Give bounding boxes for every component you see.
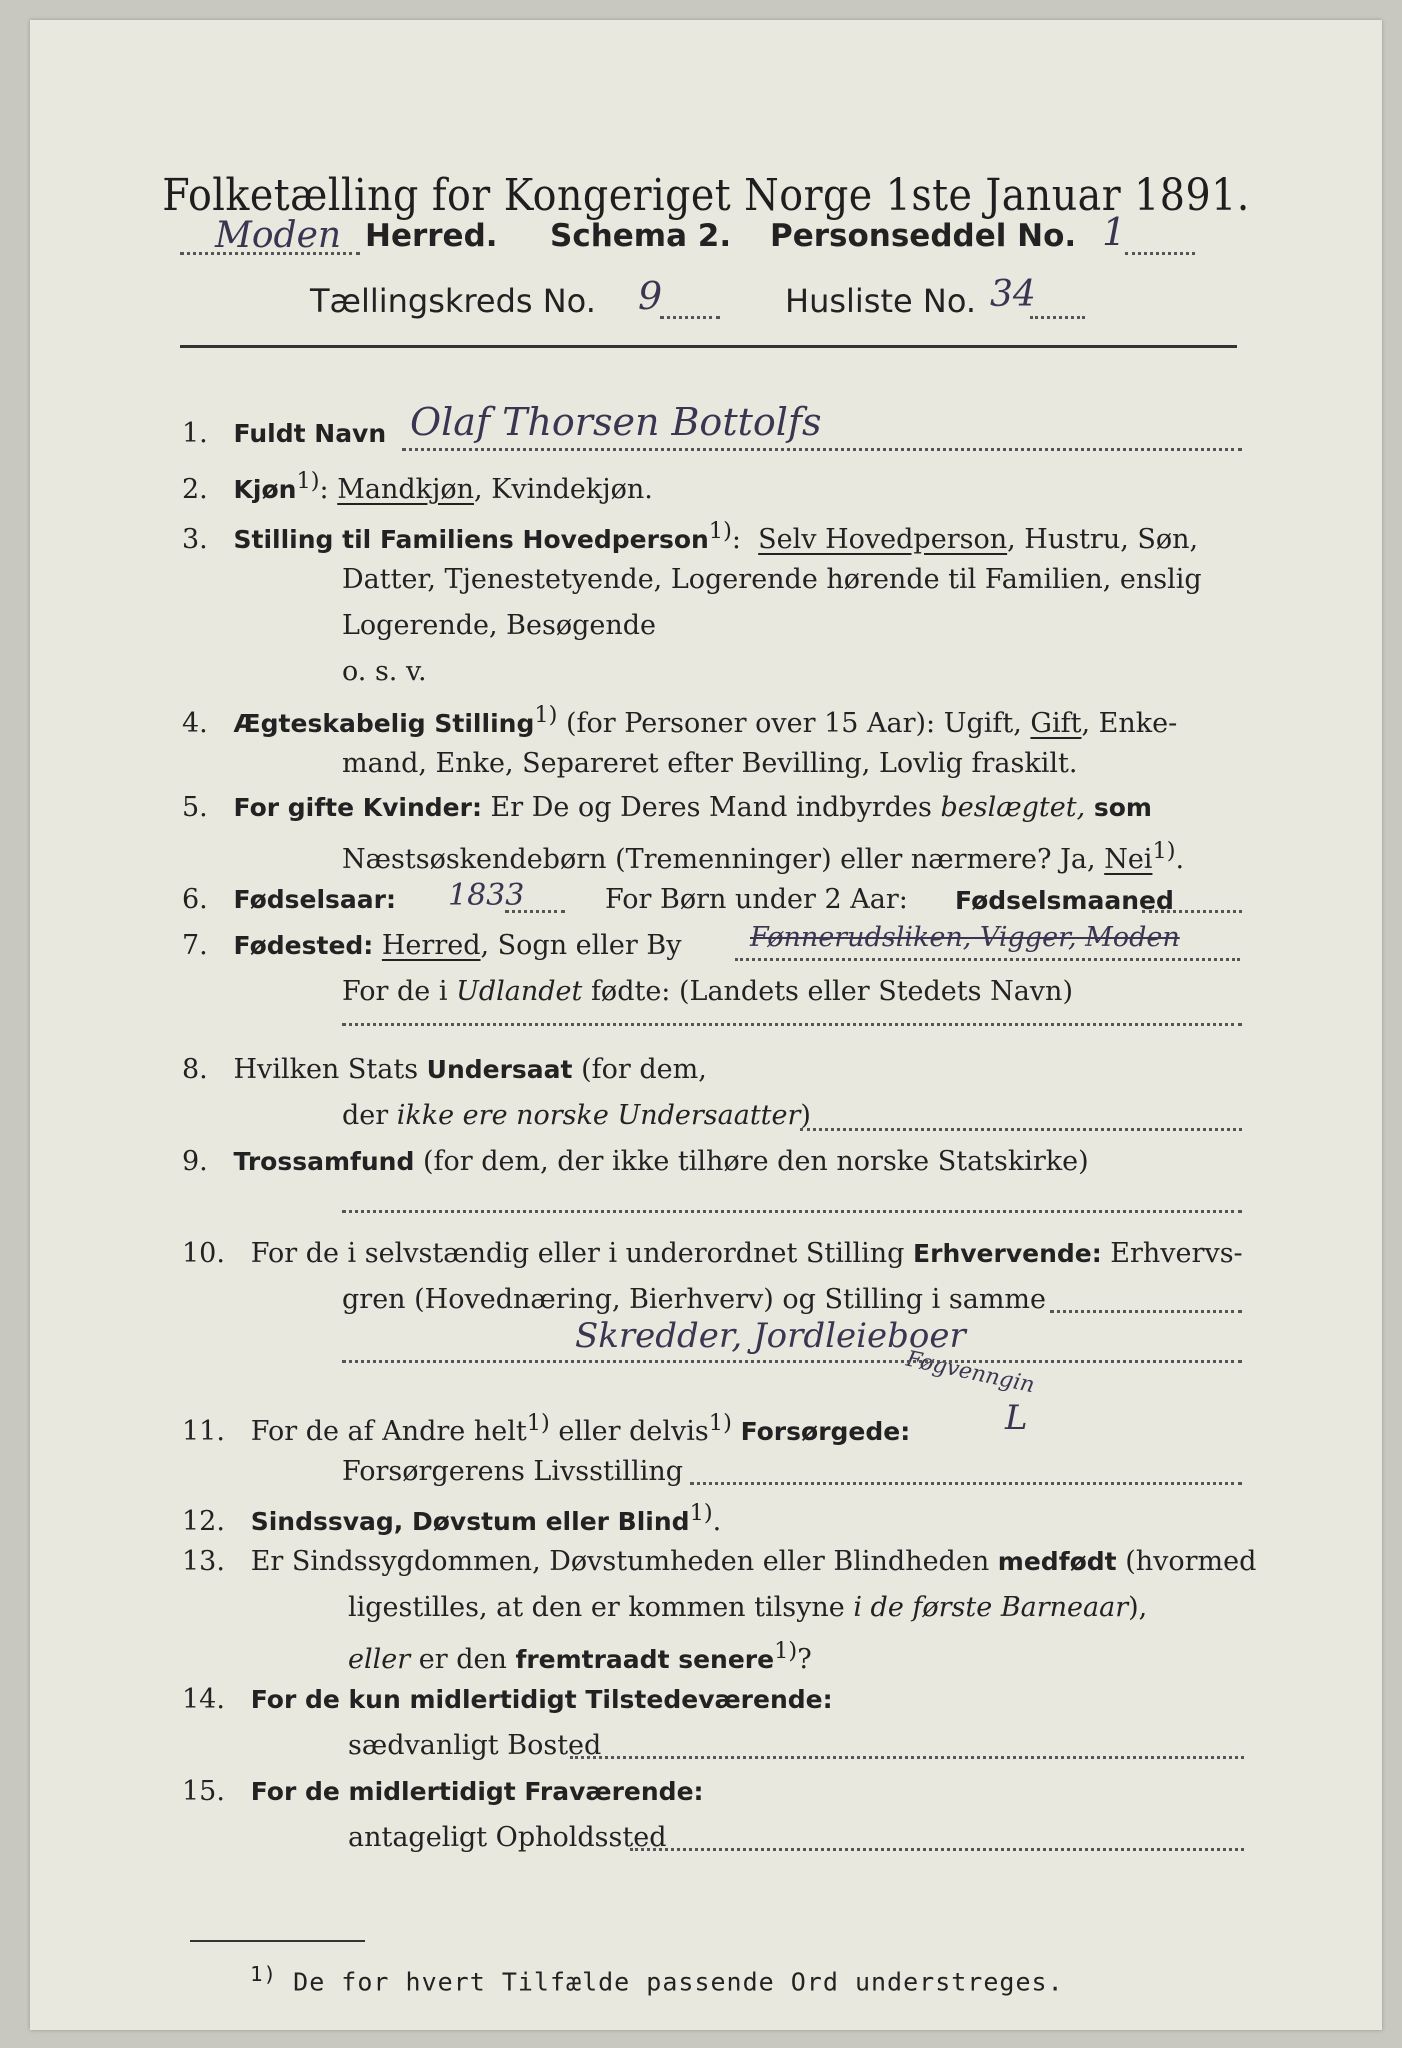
item-5-number: 5. (182, 792, 208, 823)
item-10-label: Erhvervende: (913, 1239, 1102, 1268)
kreds-number: 9 (638, 274, 663, 318)
occupation-dotted-line-2 (342, 1360, 1242, 1363)
personseddel-label: Personseddel No. (770, 218, 1077, 254)
kreds-dotted-line (660, 316, 720, 319)
item-7-text-a: , Sogn eller By (480, 930, 682, 961)
item-5-text-a: Er De og Deres Mand indbyrdes (481, 792, 941, 823)
item-7-line-2-italic: Udlandet (456, 976, 583, 1007)
foreign-birthplace-dotted-line (342, 1023, 1242, 1026)
item-15 (182, 1776, 704, 1807)
item-13-line-2-text: ligestilles, at den er kommen tilsyne (348, 1592, 854, 1623)
municipality-handwritten: Moden (215, 215, 342, 256)
item-12-sup: 1) (689, 1500, 713, 1526)
herred-label: Herred. (365, 218, 498, 254)
item-13-text-b: (hvormed (1116, 1546, 1257, 1577)
item-11-text-a: For de af Andre helt (250, 1416, 527, 1447)
item-3-number: 3. (182, 524, 208, 555)
item-2-option-mandkjon: Mandkjøn (337, 474, 475, 505)
item-14-number: 14. (182, 1684, 225, 1715)
item-4-text-b: , Enke- (1081, 708, 1178, 739)
item-5-line-2-end: . (1175, 844, 1185, 875)
item-4-number: 4. (182, 708, 208, 739)
item-10-text-a: For de i selvstændig eller i underordnet Stilling (250, 1238, 914, 1269)
item-7-option-herred: Herred (381, 930, 481, 961)
item-10-number: 10. (182, 1238, 225, 1269)
item-5 (182, 792, 1152, 823)
item-2-label: Kjøn (233, 475, 297, 504)
item-12-number: 12. (182, 1506, 225, 1537)
occupation-value: Skredder, Jordleieboer (575, 1316, 966, 1356)
item-6-number: 6. (182, 884, 208, 915)
birth-year-dotted-line (505, 910, 565, 913)
item-11-text-b: eller delvis (549, 1416, 709, 1447)
item-13-line-2-italic: i de første Barneaar (853, 1592, 1129, 1623)
item-1 (182, 418, 386, 449)
census-form-page (30, 20, 1382, 2030)
item-3-line-3: Logerende, Besøgende (342, 610, 656, 641)
item-3 (182, 518, 1198, 555)
item-13-text-a: Er Sindssygdommen, Døvstumheden eller Blindheden (250, 1546, 998, 1577)
item-11-line-2: Forsørgerens Livsstilling (342, 1456, 684, 1487)
husliste-number: 34 (990, 274, 1036, 315)
full-name-value: Olaf Thorsen Bottolfs (410, 400, 822, 444)
item-13-line-3-end: ? (797, 1644, 812, 1675)
schema-label: Schema 2. (550, 218, 732, 254)
item-4-line-2: mand, Enke, Separeret efter Bevilling, Lovlig fraskilt. (342, 748, 1078, 779)
birthplace-value: Fønnerudsliken, Vigger, Moden (750, 922, 1180, 953)
item-15-number: 15. (182, 1776, 225, 1807)
item-3-line-2: Datter, Tjenestetyende, Logerende hørende til Familien, enslig (342, 564, 1202, 595)
item-8-label: Undersaat (426, 1055, 573, 1084)
item-8-line-2-text: der (342, 1100, 397, 1131)
item-14-label: For de kun midlertidigt Tilstedeværende: (250, 1685, 833, 1714)
item-7-line-2-end: fødte: (Landets eller Stedets Navn) (582, 976, 1073, 1007)
item-7-line-2-text: For de i (342, 976, 457, 1007)
item-10 (182, 1238, 1243, 1269)
item-10-text-b: Erhvervs- (1101, 1238, 1243, 1269)
personseddel-number: 1 (1102, 210, 1127, 254)
item-11 (182, 1410, 910, 1447)
item-13-line-3-bold: fremtraadt senere (515, 1645, 775, 1674)
item-1-label: Fuldt Navn (233, 419, 387, 448)
husliste-dotted-line (1030, 316, 1085, 319)
abode-dotted-line (630, 1848, 1244, 1851)
item-2-text-a: : (319, 474, 329, 505)
item-15-label: For de midlertidigt Fraværende: (250, 1777, 704, 1806)
item-13-line-3-italic: eller (348, 1644, 411, 1675)
provider-dotted-line (690, 1482, 1242, 1485)
birth-month-dotted-line (1142, 910, 1242, 913)
item-9-number: 9. (182, 1146, 208, 1177)
item-3-label: Stilling til Familiens Hovedperson (233, 525, 709, 554)
kreds-label: Tællingskreds No. (310, 282, 596, 320)
item-13-label: medfødt (997, 1547, 1117, 1576)
occupation-dotted-line-1 (1050, 1310, 1242, 1313)
item-13-number: 13. (182, 1546, 225, 1577)
residence-dotted-line (570, 1756, 1244, 1759)
footnote (250, 1962, 1064, 1996)
item-14 (182, 1684, 833, 1715)
item-2-sup: 1) (296, 468, 320, 494)
item-10-line-2: gren (Hovednæring, Bierhverv) og Stilling i samme (342, 1284, 1047, 1315)
birth-year-value: 1833 (448, 878, 525, 913)
item-8-line-2-italic: ikke ere norske Undersaatter (396, 1100, 801, 1131)
item-7 (182, 930, 681, 961)
item-5-text-b: som (1085, 793, 1152, 822)
item-4-sup: 1) (534, 702, 558, 728)
personseddel-dotted-line (1125, 252, 1195, 255)
item-6-text: For Børn under 2 Aar: (605, 884, 908, 915)
item-4-option-gift: Gift (1030, 708, 1082, 739)
birthplace-dotted-line (735, 958, 1240, 961)
item-5-label: For gifte Kvinder: (233, 793, 482, 822)
item-5-line-2-text: Næstsøskendebørn (Tremenninger) eller nærmere? Ja, (342, 844, 1105, 875)
item-5-option-nei: Nei (1104, 844, 1153, 875)
form-title: Folketælling for Kongeriget Norge 1ste Januar 1891. (162, 170, 1250, 221)
item-3-text-b: , Hustru, Søn, (1007, 524, 1199, 555)
citizenship-dotted-line (800, 1128, 1242, 1131)
occupation-extra: Føgvenngin (903, 1346, 1037, 1399)
footnote-text: De for hvert Tilfælde passende Ord understreges. (293, 1967, 1064, 1997)
item-6 (182, 884, 396, 915)
item-12-end: . (712, 1506, 722, 1537)
item-2-text-b: , Kvindekjøn. (474, 474, 653, 505)
item-7-line-2 (342, 976, 1073, 1007)
husliste-label: Husliste No. (785, 282, 976, 320)
item-8-text-b: (for dem, (572, 1054, 707, 1085)
item-11-sup-1: 1) (526, 1410, 550, 1436)
item-12 (182, 1500, 721, 1537)
item-4 (182, 702, 1177, 739)
item-11-sup-2: 1) (708, 1410, 732, 1436)
item-5-sup: 1) (1152, 838, 1176, 864)
item-13-line-3-text: er den (410, 1644, 516, 1675)
item-3-sup: 1) (708, 518, 732, 544)
religion-dotted-line (342, 1210, 1242, 1213)
item-13-line-3 (348, 1638, 812, 1675)
item-8-text-a: Hvilken Stats (233, 1054, 427, 1085)
item-13 (182, 1546, 1256, 1577)
footnote-rule (190, 1940, 365, 1942)
item-7-label: Fødested: (233, 931, 374, 960)
item-8-line-2-end: ) (800, 1100, 811, 1131)
item-11-number: 11. (182, 1416, 225, 1447)
item-7-number: 7. (182, 930, 208, 961)
footnote-sup: 1) (250, 1962, 278, 1986)
item-8 (182, 1054, 707, 1085)
item-2-number: 2. (182, 474, 208, 505)
header-rule (180, 345, 1237, 348)
item-2 (182, 468, 653, 505)
item-9-text-a: (for dem, der ikke tilhøre den norske Statskirke) (414, 1146, 1089, 1177)
item-4-text-a: (for Personer over 15 Aar): Ugift, (557, 708, 1031, 739)
item-6-label-2: Fødselsmaaned (955, 886, 1174, 915)
item-5-line-2 (342, 838, 1184, 875)
item-14-line-2: sædvanligt Bosted (348, 1730, 602, 1761)
item-11-mark: L (1005, 1398, 1028, 1438)
item-13-sup: 1) (774, 1638, 798, 1664)
item-1-number: 1. (182, 418, 208, 449)
item-11-label: Forsørgede: (731, 1417, 911, 1446)
item-4-label: Ægteskabelig Stilling (233, 709, 535, 738)
item-13-line-2 (348, 1592, 1147, 1623)
item-3-text-a: : (731, 524, 741, 555)
item-3-option-selv: Selv Hovedperson (758, 524, 1008, 555)
item-9 (182, 1146, 1089, 1177)
full-name-dotted-line (402, 448, 1242, 451)
item-12-label: Sindssvag, Døvstum eller Blind (250, 1507, 690, 1536)
item-9-label: Trossamfund (233, 1147, 415, 1176)
item-8-number: 8. (182, 1054, 208, 1085)
item-5-italic: beslægtet, (940, 792, 1086, 823)
item-6-label: Fødselsaar: (233, 885, 397, 914)
item-13-line-2-end: ), (1128, 1592, 1148, 1623)
item-8-line-2 (342, 1100, 811, 1131)
item-3-line-4: o. s. v. (342, 656, 427, 687)
item-15-line-2: antageligt Opholdssted (348, 1822, 667, 1853)
